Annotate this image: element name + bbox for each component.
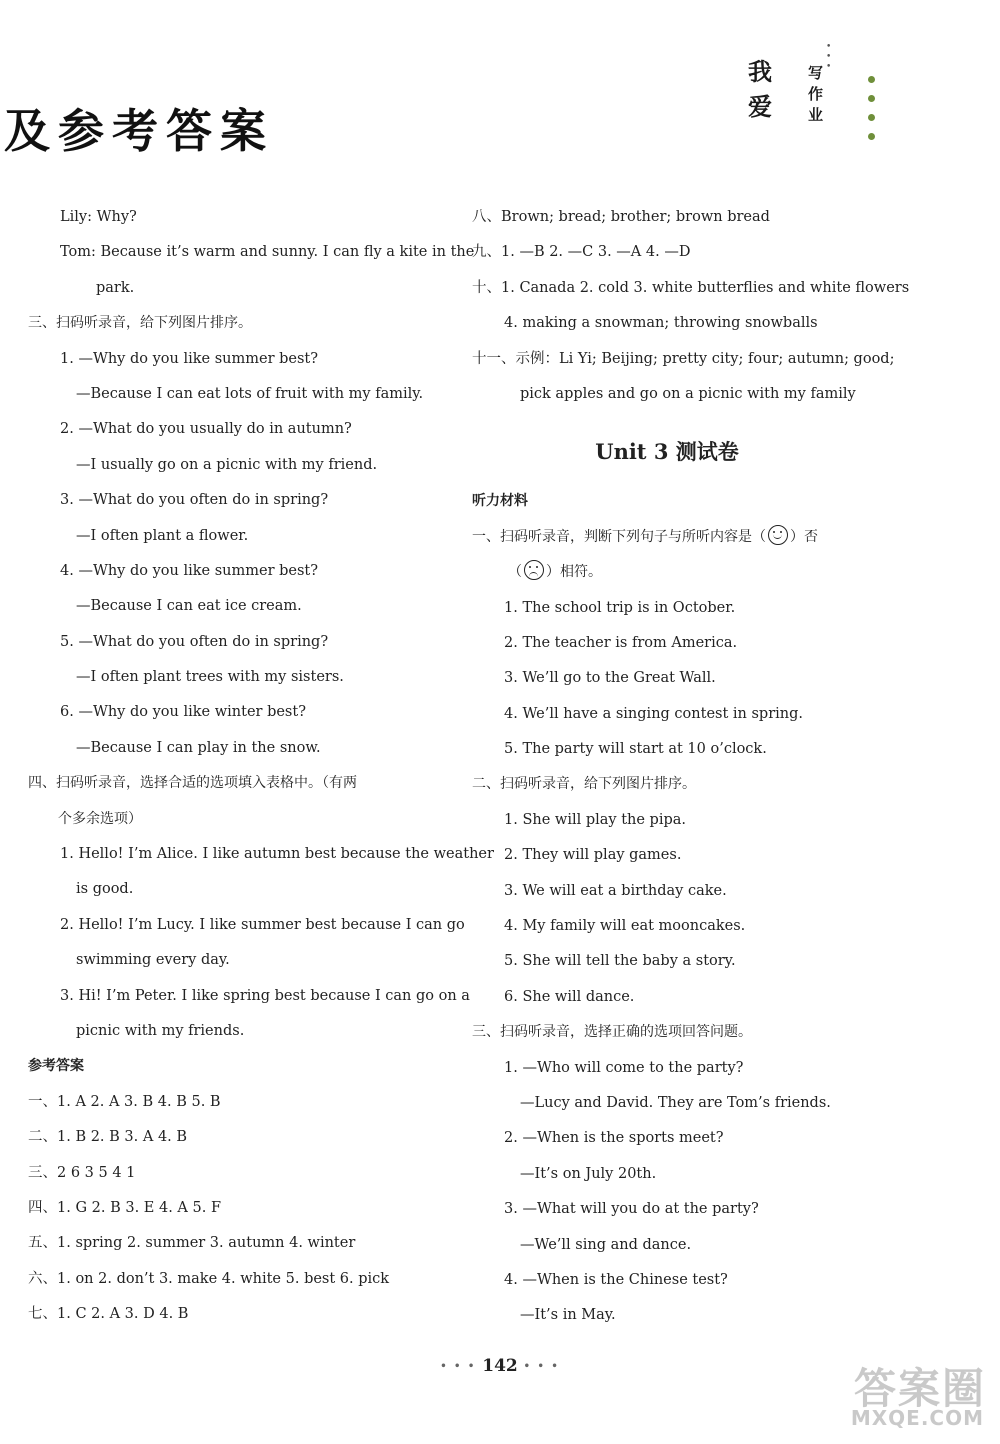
- text-line: 5. She will tell the baby a story.: [504, 953, 736, 970]
- watermark: [842, 1356, 990, 1436]
- text-line: 3. We’ll go to the Great Wall.: [504, 670, 716, 687]
- text-line: 参考答案: [28, 1058, 84, 1075]
- q1-part3: （: [508, 564, 522, 581]
- right-column: [472, 200, 910, 1334]
- watermark-url: MXQE.COM: [850, 1406, 984, 1430]
- text-line: 3. Hi! I’m Peter. I like spring best because I can go on a: [60, 987, 470, 1004]
- text-line: 三、扫码听录音，选择正确的选项回答问题。: [472, 1024, 752, 1041]
- text-line: —I usually go on a picnic with my friend.: [76, 456, 378, 473]
- text-line: 1. The school trip is in October.: [504, 599, 736, 616]
- text-line: park.: [96, 279, 135, 296]
- text-line: 4. —When is the Chinese test?: [504, 1271, 728, 1288]
- watermark-logo: 答案圈: [853, 1364, 986, 1413]
- text-line: —We’ll sing and dance.: [520, 1236, 692, 1253]
- text-line: 4. making a snowman; throwing snowballs: [504, 315, 818, 332]
- text-line: Tom: Because it’s warm and sunny. I can fly a kite in the: [60, 244, 475, 261]
- question-1-heading-cont: [472, 555, 892, 590]
- right-top-answers: [472, 200, 910, 412]
- text-line: —Because I can eat lots of fruit with my family.: [76, 385, 424, 402]
- text-line: 2. They will play games.: [504, 847, 682, 864]
- text-line: 3. —What will you do at the party?: [504, 1201, 759, 1218]
- text-line: 一、1. A 2. A 3. B 4. B 5. B: [28, 1093, 221, 1110]
- smile-face-icon: [768, 525, 788, 545]
- text-line: —I often plant trees with my sisters.: [76, 669, 344, 686]
- text-line: 6. She will dance.: [504, 988, 635, 1005]
- text-line: is good.: [76, 881, 134, 898]
- left-column: [28, 200, 494, 1333]
- text-line: 三、2 6 3 5 4 1: [28, 1164, 136, 1181]
- text-line: 1. Hello! I’m Alice. I like autumn best because the weather: [60, 846, 494, 863]
- text-line: 五、1. spring 2. summer 3. autumn 4. winter: [28, 1235, 356, 1252]
- right-bottom-lines: [472, 591, 892, 1334]
- text-line: 1. —Why do you like summer best?: [60, 350, 319, 367]
- text-line: 1. She will play the pipa.: [504, 811, 687, 828]
- page-title: 及参考答案: [4, 104, 274, 158]
- q1-part1: 一、扫码听录音，判断下列句子与所听内容是（: [472, 528, 766, 545]
- decor-dots-right: • • •: [523, 1361, 560, 1372]
- text-line: 二、1. B 2. B 3. A 4. B: [28, 1129, 188, 1146]
- text-line: 个多余选项）: [58, 810, 142, 827]
- brand-main: 我爱: [748, 58, 773, 121]
- text-line: —It’s on July 20th.: [520, 1165, 657, 1182]
- brand-sub: 写作业: [808, 64, 824, 124]
- unit-title: Unit 3 测试卷: [595, 439, 739, 465]
- text-line: 十一、示例：Li Yi; Beijing; pretty city; four; autumn; good;: [472, 350, 895, 367]
- text-line: —Lucy and David. They are Tom’s friends.: [520, 1094, 831, 1111]
- q1-part4: ）相符。: [546, 564, 602, 581]
- text-line: 六、1. on 2. don’t 3. make 4. white 5. best 6. pick: [28, 1270, 390, 1287]
- text-line: pick apples and go on a picnic with my family: [520, 385, 856, 402]
- question-1-heading: [472, 520, 892, 555]
- text-line: Lily: Why?: [60, 209, 137, 225]
- text-line: —I often plant a flower.: [76, 527, 249, 544]
- text-line: —Because I can play in the snow.: [76, 739, 321, 756]
- text-line: 九、1. —B 2. —C 3. —A 4. —D: [472, 244, 691, 261]
- text-line: 5. —What do you often do in spring?: [60, 633, 329, 650]
- decor-dots-left: • • •: [440, 1361, 477, 1372]
- text-line: 6. —Why do you like winter best?: [60, 704, 306, 721]
- text-line: 2. The teacher is from America.: [504, 634, 738, 651]
- sad-face-icon: [524, 560, 544, 580]
- text-line: 四、1. G 2. B 3. E 4. A 5. F: [28, 1199, 222, 1216]
- decor-stars: • • •: [826, 42, 835, 72]
- text-line: swimming every day.: [76, 952, 230, 969]
- text-line: 二、扫码听录音，给下列图片排序。: [472, 776, 696, 793]
- text-line: 4. We’ll have a singing contest in spring.: [504, 705, 804, 722]
- text-line: 八、Brown; bread; brother; brown bread: [472, 209, 770, 225]
- text-line: 四、扫码听录音，选择合适的选项填入表格中。（有两: [28, 775, 357, 792]
- text-line: 2. Hello! I’m Lucy. I like summer best because I can go: [60, 916, 465, 933]
- text-line: 2. —When is the sports meet?: [504, 1130, 724, 1147]
- text-line: picnic with my friends.: [76, 1022, 245, 1039]
- q1-part2: ）否: [790, 528, 818, 545]
- text-line: 十、1. Canada 2. cold 3. white butterflies and white flowers: [472, 279, 910, 296]
- text-line: —Because I can eat ice cream.: [76, 598, 302, 615]
- text-line: 3. We will eat a birthday cake.: [504, 882, 727, 899]
- decor-dots: [868, 68, 886, 144]
- page-number-text: 142: [482, 1356, 518, 1376]
- text-line: —It’s in May.: [520, 1307, 616, 1324]
- text-line: 5. The party will start at 10 o’clock.: [504, 741, 767, 758]
- text-line: 七、1. C 2. A 3. D 4. B: [28, 1306, 189, 1323]
- text-line: 3. —What do you often do in spring?: [60, 492, 329, 509]
- text-line: 2. —What do you usually do in autumn?: [60, 421, 352, 438]
- text-line: 4. —Why do you like summer best?: [60, 562, 319, 579]
- text-line: 1. —Who will come to the party?: [504, 1059, 744, 1076]
- listening-label: 听力材料: [472, 493, 528, 510]
- text-line: 4. My family will eat mooncakes.: [504, 918, 746, 935]
- text-line: 三、扫码听录音，给下列图片排序。: [28, 315, 252, 332]
